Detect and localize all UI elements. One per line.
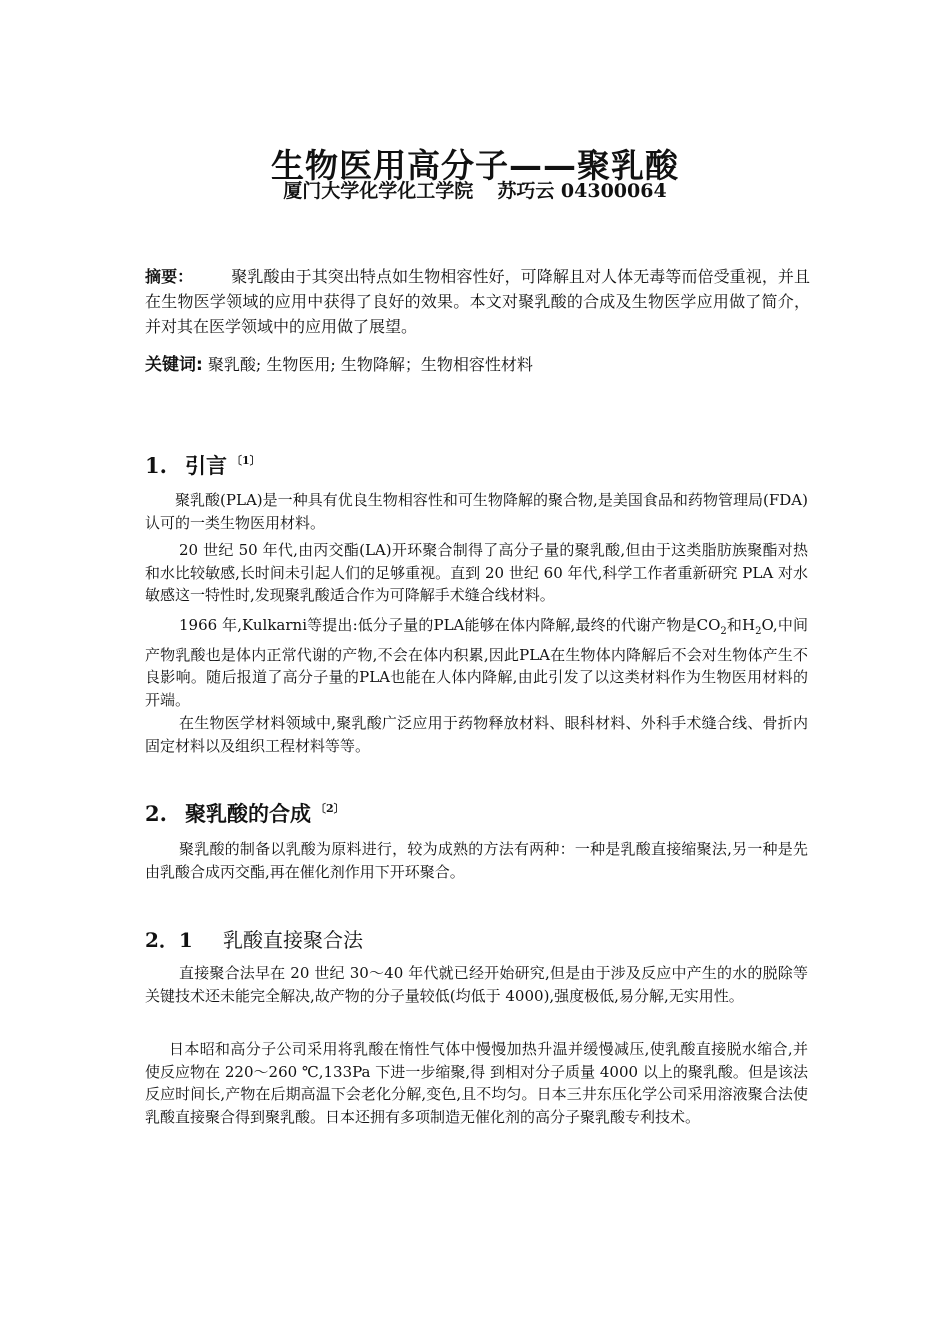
- section-title: 引言: [185, 454, 227, 478]
- reference-marker: 〔2〕: [315, 802, 345, 815]
- abstract-text: 聚乳酸由于其突出特点如生物相容性好，可降解且对人体无毒等而倍受重视，并且在生物医学领域的应用中获得了良好的效果。本文对聚乳酸的合成及生物医学应用做了简介，并对其在医学领域中的应用做了展望。: [145, 267, 810, 336]
- paragraph-text: 和H: [726, 616, 756, 634]
- paragraph: 聚乳酸(PLA)是一种具有优良生物相容性和可生物降解的聚合物,是美国食品和药物管理局(FDA)认可的一类生物医用材料。: [145, 491, 808, 532]
- paragraph-text: O,中间产物乳酸也是体内正常代谢的产物,不会在体内积累,因此PLA在生物体内降解后不会对生物体产生不良影响。随后报道了高分子量的PLA也能在人体内降解,由此引发了以这类材料作为生物医用材料的开端。: [145, 616, 808, 709]
- keywords-text: 聚乳酸; 生物医用; 生物降解；生物相容性材料: [207, 355, 533, 374]
- paragraph: [145, 614, 808, 711]
- section-heading-synthesis: [145, 798, 345, 828]
- paragraph: 聚乳酸的制备以乳酸为原料进行，较为成熟的方法有两种：一种是乳酸直接缩聚法,另一种是先由乳酸合成丙交酯,再在催化剂作用下开环聚合。: [145, 840, 808, 881]
- section-number: 1.: [145, 453, 167, 478]
- subscript: 2: [720, 626, 727, 637]
- paragraph: 20 世纪 50 年代,由丙交酯(LA)开环聚合制得了高分子量的聚乳酸,但由于这类脂肪族聚酯对热和水比较敏感,长时间未引起人们的足够重视。直到 20 世纪 60 年代,科学工作者重新研究 PLA 对水敏感这一特性时,发现聚乳酸适合作为可降解手术缝合线材料。: [145, 541, 808, 604]
- paragraph: 日本昭和高分子公司采用将乳酸在惰性气体中慢慢加热升温并缓慢减压,使乳酸直接脱水缩合,并使反应物在 220～260 ℃,133Pa 下进一步缩聚,得 到相对分子质量 4000 以上的聚乳酸。但是该法反应时间长,产物在后期高温下会老化分解,变色,且不均匀。日本三井东压化学公司采用溶液聚合法使乳酸直接聚合得到聚乳酸。日本还拥有多项制造无催化剂的高分子聚乳酸专利技术。: [145, 1040, 808, 1126]
- keywords-label: 关键词:: [145, 355, 203, 375]
- paragraph: 直接聚合法早在 20 世纪 30～40 年代就已经开始研究,但是由于涉及反应中产生的水的脱除等关键技术还未能完全解决,故产物的分子量较低(均低于 4000),强度极低,易分解,无实用性。: [145, 964, 808, 1005]
- author-affiliation: 厦门大学化学化工学院: [283, 180, 474, 202]
- section-number: 2.: [145, 801, 167, 826]
- section-number: 2．1: [145, 928, 193, 952]
- section-title: 乳酸直接聚合法: [223, 928, 363, 952]
- paragraph: 在生物医学材料领域中,聚乳酸广泛应用于药物释放材料、眼科材料、外科手术缝合线、骨折内固定材料以及组织工程材料等等。: [145, 714, 808, 755]
- reference-marker: 〔1〕: [231, 454, 261, 467]
- byline: [0, 176, 950, 203]
- abstract: [145, 264, 810, 339]
- abstract-label: 摘要：: [145, 267, 194, 286]
- subsection-heading-direct-polymerization: [145, 924, 363, 953]
- author-name: 苏巧云 04300064: [497, 180, 667, 202]
- section-title: 聚乳酸的合成: [185, 802, 311, 826]
- subscript: 2: [755, 626, 762, 637]
- document-title: 生物医用高分子——聚乳酸: [271, 146, 679, 186]
- keywords: [145, 352, 810, 378]
- section-heading-introduction: [145, 450, 261, 480]
- paragraph-text: 1966 年,Kulkarni等提出:低分子量的PLA能够在体内降解,最终的代谢产物是CO: [179, 616, 721, 634]
